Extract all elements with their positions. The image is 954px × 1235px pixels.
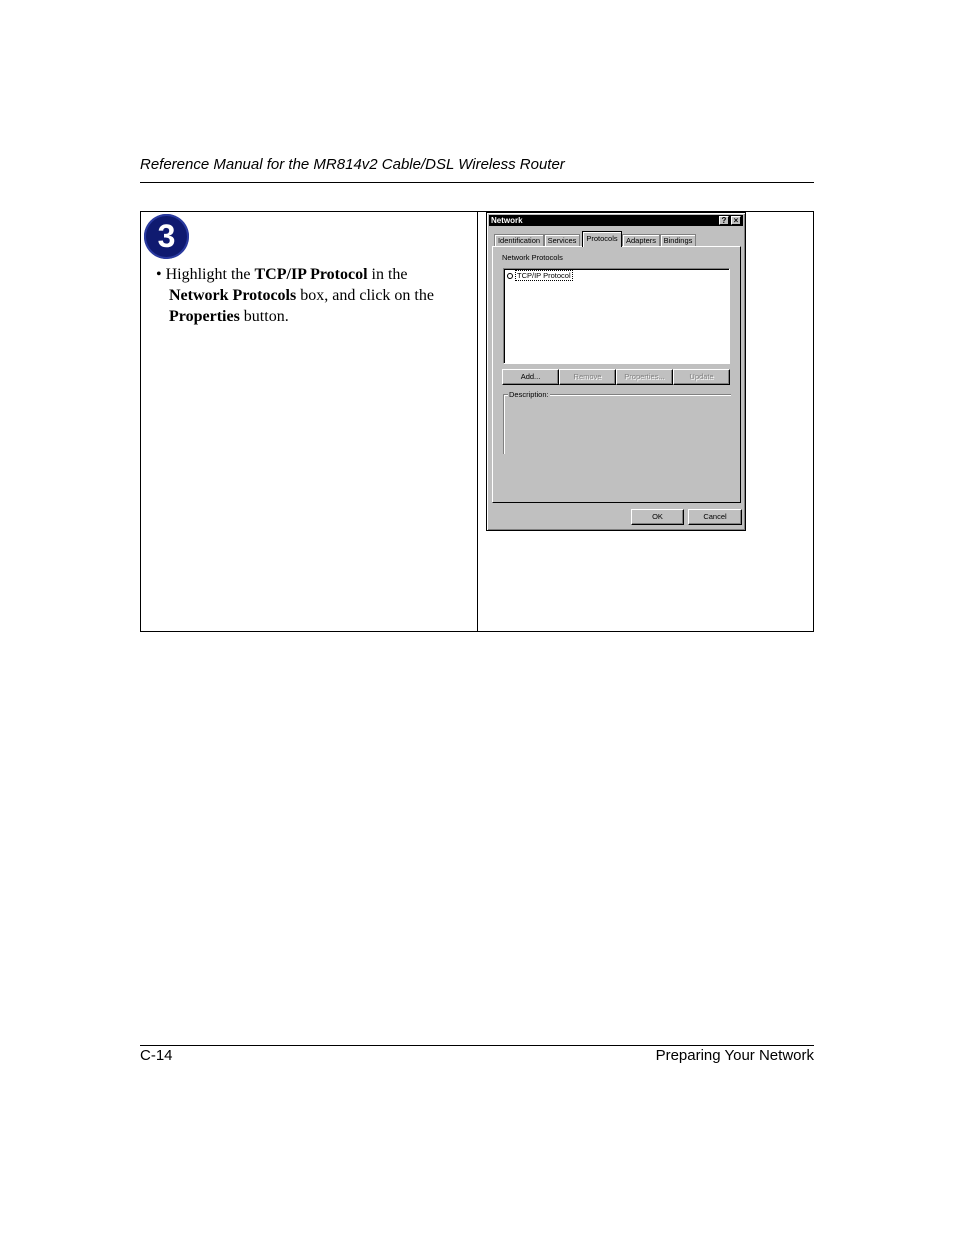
instruction-text-1: Highlight the (165, 266, 255, 283)
description-group (503, 394, 731, 454)
description-label: Description: (509, 390, 549, 399)
close-button[interactable]: × (731, 216, 741, 225)
protocol-icon (507, 273, 513, 279)
network-protocols-list[interactable] (503, 268, 730, 364)
step-number-badge: 3 (144, 214, 189, 259)
tab-protocols[interactable]: Protocols (582, 231, 622, 247)
tab-adapters[interactable]: Adapters (622, 234, 660, 246)
update-button[interactable]: Update (673, 369, 730, 385)
remove-button[interactable]: Remove (559, 369, 616, 385)
footer-rule (140, 1045, 814, 1046)
step-instruction (156, 264, 469, 327)
page-number: C-14 (140, 1047, 173, 1064)
dialog-title: Network (491, 216, 523, 225)
instruction-bold-network-protocols: Network Protocols (169, 287, 297, 304)
properties-button[interactable]: Properties... (616, 369, 673, 385)
cancel-button[interactable]: Cancel (688, 509, 742, 525)
dialog-titlebar[interactable] (489, 215, 743, 226)
tab-bindings[interactable]: Bindings (660, 234, 696, 246)
header-rule (140, 182, 814, 183)
column-divider (477, 212, 478, 631)
instruction-text-3: box, and click on the (296, 287, 434, 304)
running-header: Reference Manual for the MR814v2 Cable/DSL Wireless Router (140, 156, 565, 173)
help-button[interactable]: ? (719, 216, 729, 225)
network-dialog (486, 212, 746, 531)
tab-services[interactable]: Services (544, 234, 580, 246)
add-button[interactable]: Add... (502, 369, 559, 385)
network-protocols-label: Network Protocols (502, 253, 563, 262)
list-item-label: TCP/IP Protocol (517, 271, 571, 280)
ok-button[interactable]: OK (631, 509, 684, 525)
bullet: • (156, 266, 162, 283)
instruction-bold-properties: Properties (169, 308, 240, 325)
list-item[interactable] (507, 271, 573, 281)
section-title: Preparing Your Network (655, 1047, 814, 1064)
instruction-bold-tcpip: TCP/IP Protocol (254, 266, 368, 283)
tab-identification[interactable]: Identification (494, 234, 544, 246)
instruction-text-2: in the (367, 266, 408, 283)
instruction-text-4: button. (239, 308, 289, 325)
